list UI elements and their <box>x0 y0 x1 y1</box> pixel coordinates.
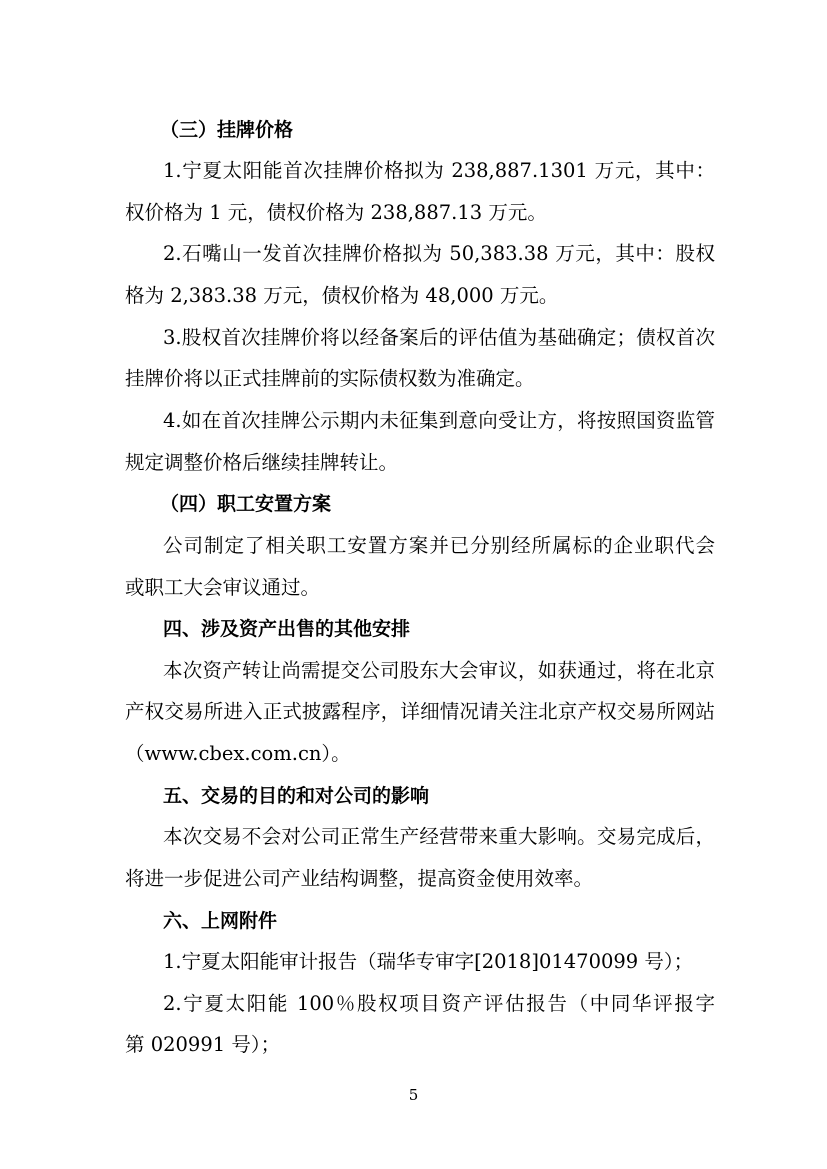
paragraph-line: 挂牌价将以正式挂牌前的实际债权数为准确定。 <box>125 367 535 390</box>
section-five-heading: 五、交易的目的和对公司的影响 <box>163 785 430 807</box>
paragraph-line: 或职工大会审议通过。 <box>125 576 321 599</box>
paragraph-line: 4.如在首次挂牌公示期内未征集到意向受让方，将按照国资监管 <box>163 409 715 432</box>
attachment-item: 1.宁夏太阳能审计报告（瑞华专审字[2018]01470099 号）； <box>163 950 694 973</box>
paragraph-line: 规定调整价格后继续挂牌转让。 <box>125 451 399 474</box>
paragraph-line: 公司制定了相关职工安置方案并已分别经所属标的企业职代会 <box>163 534 715 557</box>
paragraph-line: 将进一步促进公司产业结构调整，提高资金使用效率。 <box>125 867 594 890</box>
section-six-heading: 六、上网附件 <box>163 910 278 932</box>
cbex-link-text: （www.cbex.com.cn）。 <box>125 742 351 765</box>
paragraph-line: 3.股权首次挂牌价将以经备案后的评估值为基础确定；债权首次 <box>163 326 715 349</box>
section-four-heading: 四、涉及资产出售的其他安排 <box>163 618 411 640</box>
section-3-heading: （三）挂牌价格 <box>160 119 294 141</box>
paragraph-line: 本次资产转让尚需提交公司股东大会审议，如获通过，将在北京 <box>163 659 715 682</box>
paragraph-line: 第 020991 号）； <box>125 1033 281 1056</box>
paragraph-line: 格为 2,383.38 万元，债权价格为 48,000 万元。 <box>125 284 559 307</box>
paragraph-line: 1.宁夏太阳能首次挂牌价格拟为 238,887.1301 万元，其中： <box>163 159 715 182</box>
attachment-item: 2.宁夏太阳能 100％股权项目资产评估报告（中同华评报字 <box>163 992 715 1015</box>
section-4-sub-heading: （四）职工安置方案 <box>160 493 332 515</box>
paragraph-line: 本次交易不会对公司正常生产经营带来重大影响。交易完成后， <box>163 825 715 848</box>
paragraph-line: 权价格为 1 元，债权价格为 238,887.13 万元。 <box>125 201 547 224</box>
paragraph-line: 2.石嘴山一发首次挂牌价格拟为 50,383.38 万元，其中：股权 <box>163 242 715 265</box>
page-number: 5 <box>408 1086 419 1104</box>
paragraph-line: 产权交易所进入正式披露程序，详细情况请关注北京产权交易所网站 <box>125 700 715 723</box>
